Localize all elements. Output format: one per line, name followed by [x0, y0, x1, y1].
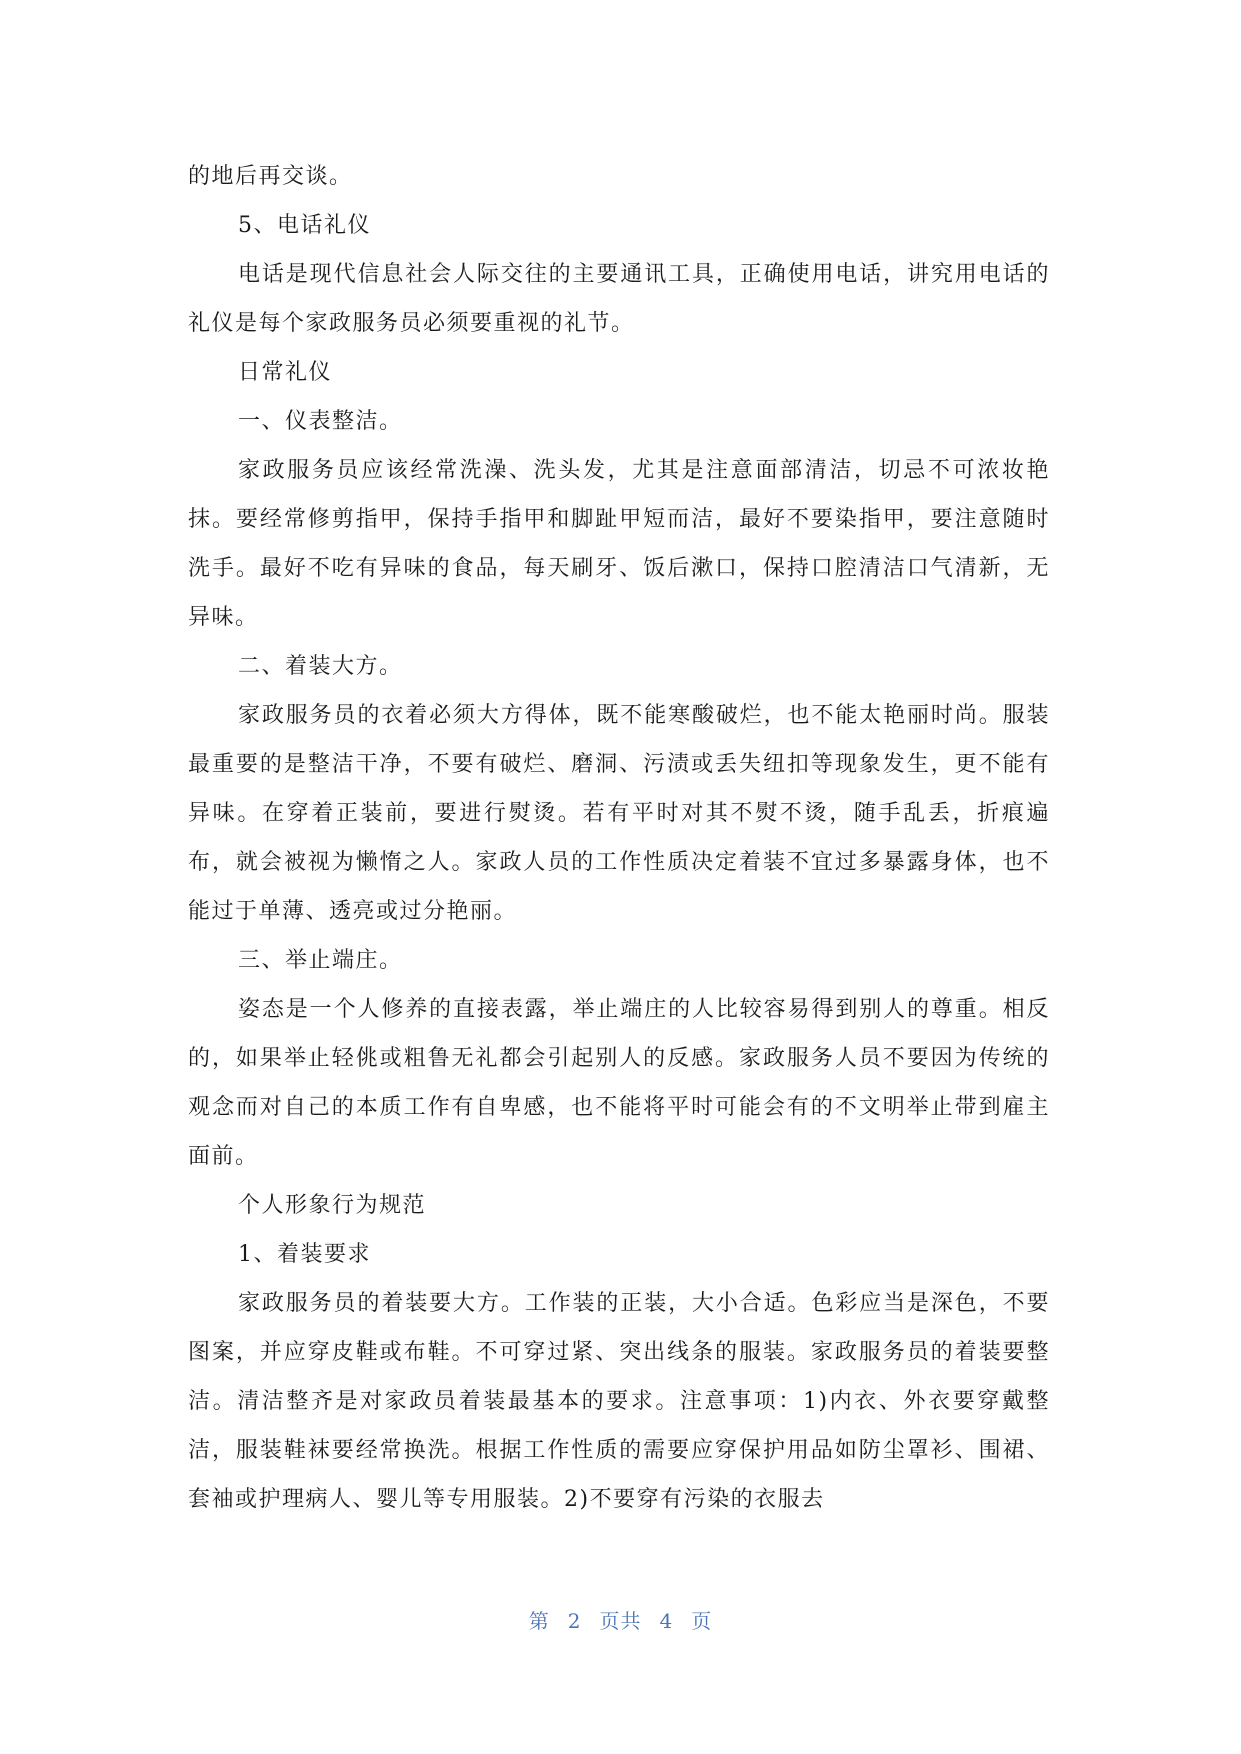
document-body	[188, 152, 1050, 1524]
heading-daily-etiquette: 日常礼仪	[238, 360, 333, 385]
paragraph-manners: 姿态是一个人修养的直接表露，举止端庄的人比较容易得到别人的尊重。相反的，如果举止轻佻或粗鲁无礼都会引起别人的反感。家政服务人员不要因为传统的观念而对自己的本质工作有自卑感，也不能将平时可能会有的不文明举止带到雇主面前。	[188, 997, 1050, 1169]
heading-personal-image: 个人形象行为规范	[238, 1193, 427, 1218]
heading-manners: 三、举止端庄。	[238, 948, 403, 973]
heading-dress-requirements: 1、着装要求	[238, 1242, 371, 1267]
paragraph-appearance: 家政服务员应该经常洗澡、洗头发，尤其是注意面部清洁，切忌不可浓妆艳抹。要经常修剪指甲，保持手指甲和脚趾甲短而洁，最好不要染指甲，要注意随时洗手。最好不吃有异味的食品，每天刷牙、饭后漱口，保持口腔清洁口气清新，无异味。	[188, 458, 1050, 630]
paragraph-continuation: 的地后再交谈。	[188, 164, 353, 189]
heading-appearance: 一、仪表整洁。	[238, 409, 403, 434]
paragraph-dress: 家政服务员的衣着必须大方得体，既不能寒酸破烂，也不能太艳丽时尚。服装最重要的是整洁干净，不要有破烂、磨洞、污渍或丢失纽扣等现象发生，更不能有异味。在穿着正装前，要进行熨烫。若有平时对其不熨不烫，随手乱丢，折痕遍布，就会被视为懒惰之人。家政人员的工作性质决定着装不宜过多暴露身体，也不能过于单薄、透亮或过分艳丽。	[188, 703, 1050, 924]
paragraph-dress-requirements: 家政服务员的着装要大方。工作装的正装，大小合适。色彩应当是深色，不要图案，并应穿皮鞋或布鞋。不可穿过紧、突出线条的服装。家政服务员的着装要整洁。清洁整齐是对家政员着装最基本的要求。注意事项：1)内衣、外衣要穿戴整洁，服装鞋袜要经常换洗。根据工作性质的需要应穿保护用品如防尘罩衫、围裙、套袖或护理病人、婴儿等专用服装。2)不要穿有污染的衣服去	[188, 1291, 1050, 1512]
footer-total-pages: 4	[659, 1609, 674, 1633]
paragraph-telephone: 电话是现代信息社会人际交往的主要通讯工具，正确使用电话，讲究用电话的礼仪是每个家政服务员必须要重视的礼节。	[188, 262, 1050, 336]
footer-suffix: 页	[691, 1609, 713, 1633]
footer-middle: 页共	[599, 1609, 642, 1633]
footer-current-page: 2	[567, 1609, 582, 1633]
footer-prefix: 第	[528, 1609, 550, 1633]
heading-dress: 二、着装大方。	[238, 654, 403, 679]
heading-telephone-etiquette: 5、电话礼仪	[238, 213, 371, 238]
page-footer	[0, 1605, 1241, 1634]
